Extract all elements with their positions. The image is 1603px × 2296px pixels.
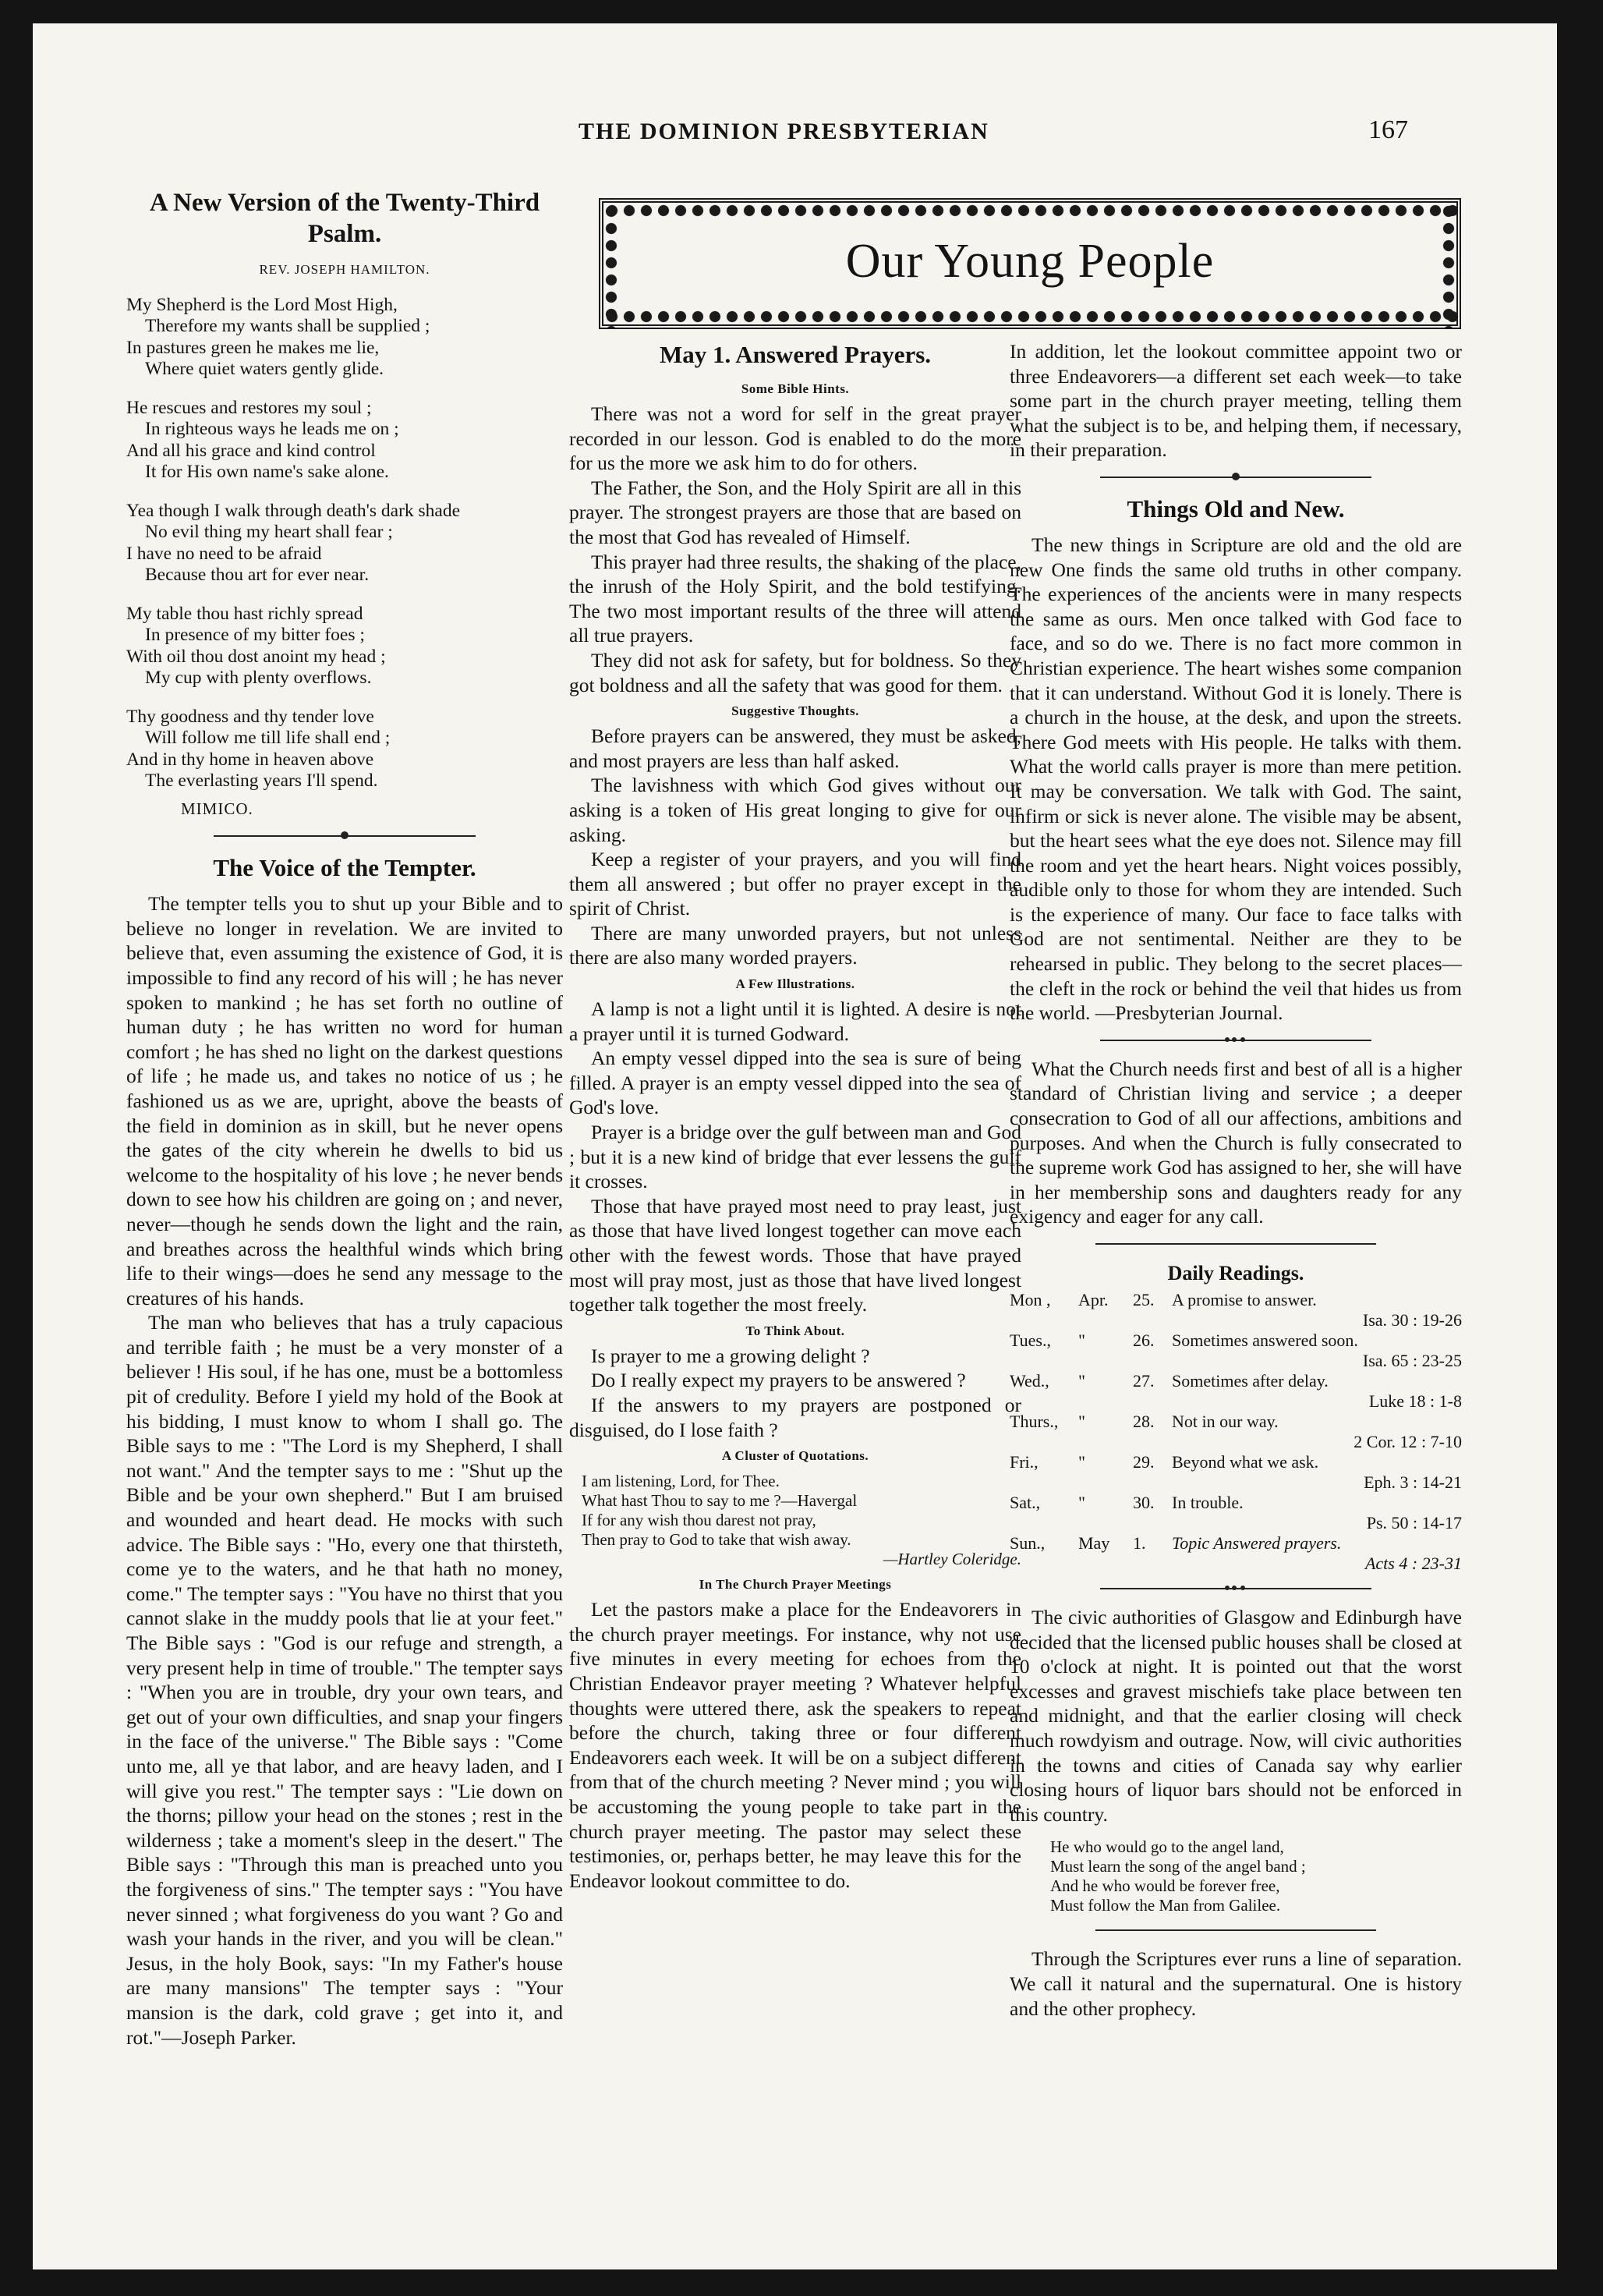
section-banner (599, 198, 1461, 329)
reading-month: " (1078, 1330, 1085, 1350)
subhead: Suggestive Thoughts. (731, 703, 859, 719)
paragraph: A lamp is not a light until it is lighted. A desire is not a prayer until it is turned Godward. (569, 997, 1021, 1045)
reading-month: " (1078, 1493, 1085, 1512)
reading-month: " (1078, 1452, 1085, 1472)
paragraph: Keep a register of your prayers, and you will find them all answered ; but offer no prayer except in the spirit of Christ. (569, 848, 1021, 920)
reading-topic: Beyond what we ask. (1172, 1452, 1319, 1472)
tempter-paragraph: The man who believes that has a truly capacious and terrible faith ; he must be a very monster of a believer ! His soul, if he has one, must be a bottomless pit of credulity. Before I yield my hold of the Book at his bidding, I must know to whom I shall go. The Bible says to me : "The Lord is my Shepherd, I shall not want." And the tempter says to me : "Shut up the Bible and be your own shepherd." But I am bruised and wounded and heart dead. He mocks with such advice. The Bible says : "Ho, every one that thirsteth, come ye to the waters, and he that hath no money, come." The tempter says : "You have no thirst that you cannot slake in the muddy pools that lie at your feet." The Bible says : "God is our refuge and strength, a very present help in time of trouble." The tempter says : "When you are in trouble, dry your own tears, and get out of your own difficulties, and snap your fingers in the face of the universe." The Bible says : "Come unto me, all ye that labor, and are heavy laden, and I will give you rest." The tempter says : "Lie down on the thorns; pillow your head on the stones ; rest in the wilderness ; take a moment's sleep in the desert." The Bible says : "Through this man is preached unto you the forgiveness of sins." The tempter says : "You have never sinned ; what forgiveness do you want ? Go and wash your hands in the river, and you will be clean." Jesus, in the holy Book, says: "In my Father's house are many mansions" The tempter says : "Your mansion is the dark, cold grave ; get into it, and rot."—Joseph Parker. (126, 1311, 563, 2049)
middle-column (569, 339, 1021, 1893)
reading-topic: Not in our way. (1172, 1412, 1279, 1431)
subhead: A Few Illustrations. (735, 976, 855, 992)
psalm-line: With oil thou dost anoint my head ; (126, 646, 386, 667)
poem-line: Must learn the song of the angel band ; (1050, 1857, 1306, 1876)
paragraph: What the Church needs first and best of all is a higher standard of Christian living and service ; a deeper consecration to God of all our affections, ambitions and purposes. And when the Church is fully consecrated to the supreme work God has assigned to her, she will have in her membership sons and daughters ready for any exigency and eager for any call. (1010, 1057, 1462, 1228)
reading-day: Thurs., (1010, 1412, 1059, 1431)
newspaper-page (33, 23, 1557, 2269)
section-divider (1100, 1588, 1371, 1589)
reading-row (1010, 1371, 1462, 1391)
paragraph: An empty vessel dipped into the sea is sure of being filled. A prayer is an empty vessel dipped into the sea of God's love. (569, 1047, 1021, 1119)
paragraph: Let the pastors make a place for the Endeavorers in the church prayer meetings. For instance, why not use five minutes in every meeting for echoes from the Christian Endeavor prayer meeting ? Whatever helpful thoughts were uttered there, ask the speakers to repeat before the church, taking three or four different Endeavorers each week. It will be on a subject different from that of the church meeting ? Never mind ; you will be accustoming the young people to take part in the church prayer meeting. The pastor may select these testimonies, or, perhaps better, he may leave this for the Endeavor lookout committee to do. (569, 1598, 1021, 1892)
psalm-line: My table thou hast richly spread (126, 603, 363, 624)
section-divider (1100, 1040, 1371, 1041)
reading-date: 29. (1133, 1452, 1155, 1472)
reading-reference: Eph. 3 : 14-21 (1364, 1472, 1462, 1492)
reading-ref-row (1010, 1554, 1462, 1574)
reading-day: Mon , (1010, 1290, 1051, 1309)
psalm-place: MIMICO. (181, 799, 253, 818)
reading-month: " (1078, 1412, 1085, 1431)
psalm-line: In presence of my bitter foes ; (145, 625, 365, 646)
quotation-line: What hast Thou to say to me ?—Havergal (582, 1491, 858, 1511)
paragraph: Is prayer to me a growing delight ? (591, 1344, 870, 1367)
quotation-line: If for any wish thou darest not pray, (582, 1511, 816, 1530)
reading-reference: 2 Cor. 12 : 7-10 (1354, 1432, 1462, 1451)
psalm-author: REV. JOSEPH HAMILTON. (259, 262, 430, 277)
psalm-line: I have no need to be afraid (126, 543, 322, 564)
reading-month: " (1078, 1371, 1085, 1391)
reading-day: Wed., (1010, 1371, 1049, 1391)
quotation-block (582, 1472, 1021, 1569)
subhead: In The Church Prayer Meetings (699, 1577, 892, 1593)
reading-day: Fri., (1010, 1452, 1039, 1472)
reading-date: 30. (1133, 1493, 1155, 1512)
psalm-line: No evil thing my heart shall fear ; (145, 522, 393, 543)
prayers-title: May 1. Answered Prayers. (659, 341, 932, 368)
paragraph: Prayer is a bridge over the gulf between man and God ; but it is a new kind of bridge that ever lessens the gulf it crosses. (569, 1121, 1021, 1193)
section-divider (214, 835, 476, 837)
reading-month: May (1078, 1533, 1110, 1553)
reading-reference: Isa. 65 : 23-25 (1362, 1351, 1462, 1370)
reading-ref-row (1010, 1391, 1462, 1412)
page-number: 167 (1368, 115, 1408, 144)
psalm-stanza (126, 707, 563, 792)
running-head: THE DOMINION PRESBYTERIAN (579, 119, 989, 144)
reading-date: 28. (1133, 1412, 1155, 1431)
psalm-line: Therefore my wants shall be supplied ; (145, 316, 430, 337)
section-divider (1095, 1929, 1376, 1931)
reading-day: Sat., (1010, 1493, 1041, 1512)
psalm-line: Yea though I walk through death's dark shade (126, 500, 461, 521)
paragraph: The new things in Scripture are old and the old are new One finds the same old truths in other company. The experiences of the ancients were in many respects the same as ours. Men once talked with God face to face, and so do we. There is no fact more common in Christian experience. The heart wishes some companion that it can understand. Without God it is lonely. There is a church in the house, at the desk, and upon the streets. There God meets with His people. He talks with them. What the world calls prayer is more than mere petition. It may be conversation. We talk with God. The saint, infirm or sick is never alone. The visible may be absent, but the heart sees what the eye does not. Silence may fill the room and yet the heart hears. Night voices possibly, audible only to those for whom they are intended. Such is the experience of many. Our face to face talks with God are not sentimental. Neither are they to be rehearsed in public. They belong to the secret places—the cleft in the rock or behind the veil that hides us from the world. —Presbyterian Journal. (1010, 533, 1462, 1025)
tempter-paragraph: The tempter tells you to shut up your Bible and to believe no longer in revelation. We are invited to believe that, even assuming the existence of God, it is impossible to find any record of his will ; he has never spoken to mankind ; he has set forth no outline of human duty ; he has written no word for human comfort ; he has shed no light on the darkest questions of life ; he made us, and takes no notice of us ; he fashioned us as we are, upright, above the beasts of the field in dominion as in skill, but he never opens the gates of the city wherein he dwells to bid us welcome to the hospitality of his love ; he never bends down to see how his children are going on ; and never, never—though he sends down the light and the rain, and breathes across the healthful winds which bring life to their wings—does he send any message to the creatures of his hands. (126, 892, 563, 1309)
subhead: To Think About. (745, 1323, 845, 1338)
reading-ref-row (1010, 1432, 1462, 1452)
reading-ref-row (1010, 1513, 1462, 1533)
poem-line: He who would go to the angel land, (1050, 1837, 1284, 1857)
reading-reference: Acts 4 : 23-31 (1364, 1554, 1462, 1573)
reading-row (1010, 1290, 1462, 1310)
reading-ref-row (1010, 1351, 1462, 1371)
psalm-title: A New Version of the Twenty-Third Psalm. (149, 189, 540, 248)
reading-reference: Ps. 50 : 14-17 (1366, 1513, 1462, 1532)
reading-date: 1. (1133, 1533, 1146, 1553)
reading-row (1010, 1412, 1462, 1432)
psalm-stanzas (126, 295, 563, 792)
psalm-stanza (126, 501, 563, 586)
psalm-line: Will follow me till life shall end ; (145, 728, 391, 749)
things-old-new-title: Things Old and New. (1127, 494, 1345, 523)
psalm-line: My Shepherd is the Lord Most High, (126, 294, 398, 315)
reading-row (1010, 1452, 1462, 1472)
right-column (1010, 339, 1462, 2021)
reading-date: 25. (1133, 1290, 1155, 1309)
psalm-line: It for His own name's sake alone. (145, 462, 389, 483)
reading-month: Apr. (1078, 1290, 1109, 1309)
paragraph: The civic authorities of Glasgow and Edinburgh have decided that the licensed public houses shall be closed at 10 o'clock at night. It is pointed out that the worst excesses and gravest mischiefs take place between ten and midnight, and that the earlier closing will check much rowdyism and outrage. Now, will civic authorities in the towns and cities of Canada say why earlier closing hours of liquor bars should not be enforced in this country. (1010, 1606, 1462, 1826)
reading-ref-row (1010, 1310, 1462, 1330)
paragraph: This prayer had three results, the shaking of the place, the inrush of the Holy Spirit, and the bold testifying. The two most important results of the three will attend all true prayers. (569, 550, 1021, 647)
poem-line: Must follow the Man from Galilee. (1050, 1896, 1281, 1915)
section-divider (1100, 477, 1371, 478)
daily-readings-table (1010, 1290, 1462, 1574)
psalm-line: My cup with plenty overflows. (145, 668, 372, 689)
psalm-stanza (126, 295, 563, 381)
psalm-line: He rescues and restores my soul ; (126, 397, 372, 418)
psalm-line: In righteous ways he leads me on ; (145, 419, 399, 440)
psalm-line: Because thou art for ever near. (145, 565, 370, 586)
paragraph: Those that have prayed most need to pray least, just as those that have lived longest together can move each other with the fewest words. Those that have prayed most will pray most, just as those that have lived longest together talk together the most freely. (569, 1194, 1021, 1316)
left-column (126, 187, 563, 2050)
tempter-title: The Voice of the Tempter. (213, 854, 476, 882)
psalm-line: The everlasting years I'll spend. (145, 771, 378, 792)
reading-topic: A promise to answer. (1172, 1290, 1317, 1309)
psalm-stanza (126, 604, 563, 689)
reading-topic: In trouble. (1172, 1493, 1244, 1512)
reading-row (1010, 1330, 1462, 1351)
psalm-line: And in thy home in heaven above (126, 749, 374, 770)
paragraph: The Father, the Son, and the Holy Spirit are all in this prayer. The strongest prayers are those that are based on the most that God has revealed of Himself. (569, 476, 1021, 548)
paragraph: There was not a word for self in the great prayer recorded in our lesson. God is enabled to do the more for us the more we ask him to do for others. (569, 402, 1021, 475)
reading-day: Tues., (1010, 1330, 1051, 1350)
reading-reference: Isa. 30 : 19-26 (1362, 1310, 1462, 1330)
reading-date: 27. (1133, 1371, 1155, 1391)
subhead: A Cluster of Quotations. (721, 1448, 869, 1464)
reading-topic: Sometimes after delay. (1172, 1371, 1329, 1391)
psalm-stanza (126, 398, 563, 484)
poem-line: And he who would be forever free, (1050, 1876, 1280, 1896)
paragraph: There are many unworded prayers, but not unless there are also many worded prayers. (569, 921, 1021, 969)
paragraph: Through the Scriptures ever runs a line of separation. We call it natural and the supernatural. One is history and the other prophecy. (1010, 1947, 1462, 2020)
banner-title: Our Young People (845, 235, 1215, 288)
psalm-line: Thy goodness and thy tender love (126, 706, 374, 727)
reading-topic: Sometimes answered soon. (1172, 1330, 1358, 1350)
angel-poem (1050, 1837, 1462, 1915)
paragraph: Do I really expect my prayers to be answered ? (591, 1369, 966, 1392)
psalm-line: In pastures green he makes me lie, (126, 337, 380, 358)
reading-row (1010, 1493, 1462, 1513)
daily-readings-title: Daily Readings. (1167, 1262, 1304, 1284)
paragraph: The lavishness with which God gives without our asking is a token of His great longing to give for our asking. (569, 774, 1021, 846)
section-divider (1095, 1243, 1376, 1245)
reading-ref-row (1010, 1472, 1462, 1493)
psalm-line: And all his grace and kind control (126, 440, 376, 461)
paragraph: They did not ask for safety, but for boldness. So they got boldness and all the safety that was good for them. (569, 648, 1021, 696)
quotation-line: Then pray to God to take that wish away. (582, 1530, 851, 1550)
reading-topic: Topic Answered prayers. (1172, 1533, 1342, 1553)
subhead: Some Bible Hints. (741, 381, 850, 396)
reading-row (1010, 1533, 1462, 1554)
quotation-attribution: —Hartley Coleridge. (883, 1550, 1021, 1569)
reading-reference: Luke 18 : 1-8 (1368, 1391, 1462, 1411)
paragraph: Before prayers can be answered, they must be asked, and most prayers are less than half asked. (569, 725, 1021, 772)
psalm-line: Where quiet waters gently glide. (145, 359, 384, 380)
paragraph: In addition, let the lookout committee appoint two or three Endeavorers—a different set each week—to take some part in the church prayer meeting, telling them what the subject is to be, and helping them, if necessary, in their preparation. (1010, 340, 1462, 462)
reading-day: Sun., (1010, 1533, 1046, 1553)
reading-date: 26. (1133, 1330, 1155, 1350)
quotation-line: I am listening, Lord, for Thee. (582, 1472, 780, 1491)
paragraph: If the answers to my prayers are postponed or disguised, do I lose faith ? (569, 1393, 1021, 1441)
